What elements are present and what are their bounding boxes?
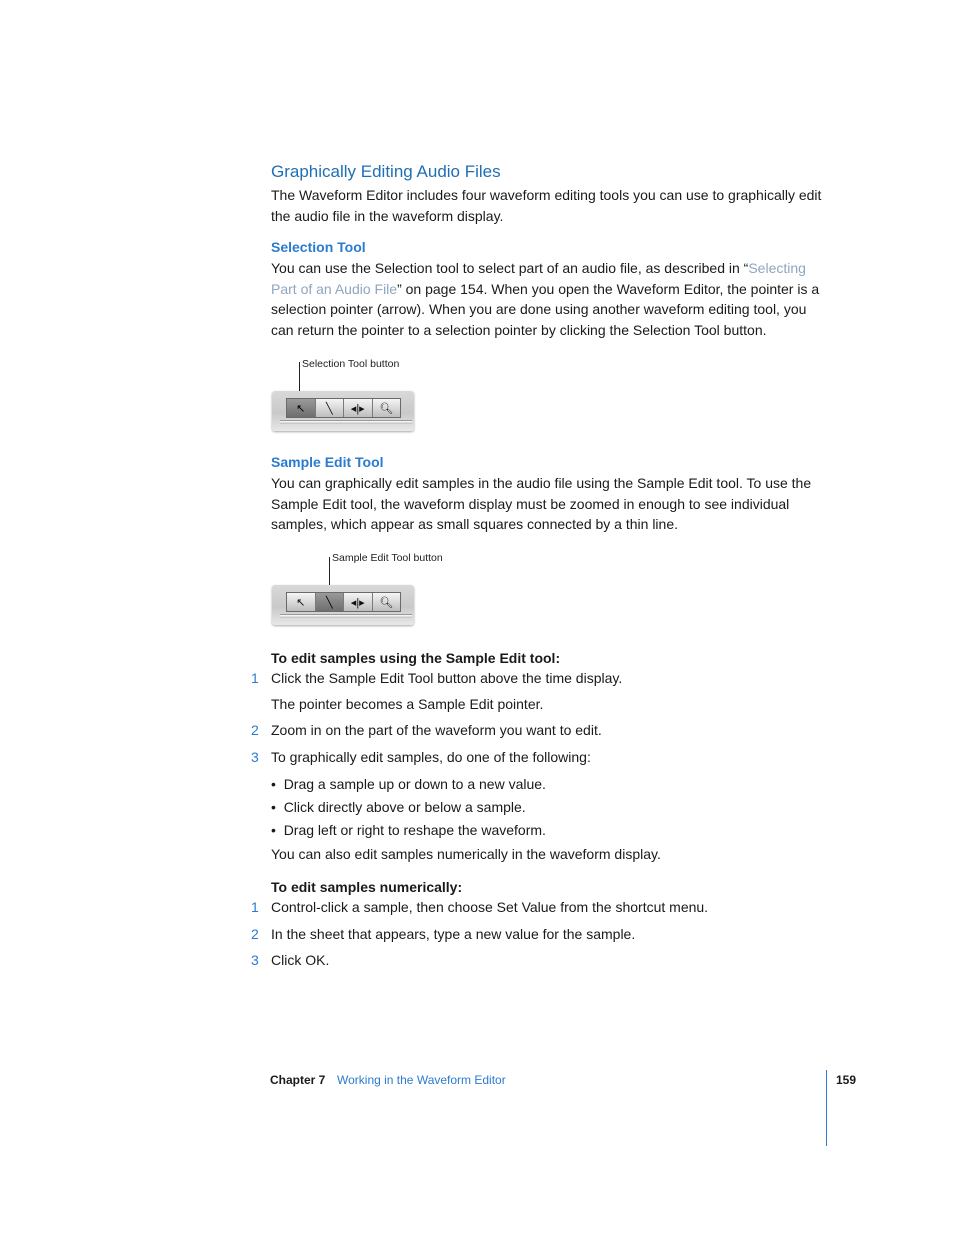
zoom-icon: 🔍︎ xyxy=(379,402,394,415)
zoom-icon: 🔍︎ xyxy=(379,596,394,609)
task1-title: To edit samples using the Sample Edit tool: xyxy=(271,650,561,666)
footer-chapter: Chapter 7 xyxy=(270,1073,326,1087)
step-number: 1 xyxy=(251,899,259,915)
selection-toolbar-image xyxy=(272,391,414,431)
trim-icon: ◂|▸ xyxy=(344,593,373,611)
step-result: The pointer becomes a Sample Edit pointer. xyxy=(271,696,544,712)
intro-paragraph: The Waveform Editor includes four waveform editing tools you can use to graphically edit the audio file in the waveform display. xyxy=(271,187,822,224)
step-text: To graphically edit samples, do one of the following: xyxy=(271,749,591,765)
step-number: 1 xyxy=(251,670,259,686)
section-heading: Graphically Editing Audio Files xyxy=(271,162,501,181)
selection-tool-heading: Selection Tool xyxy=(271,239,366,255)
pencil-icon: ╲ xyxy=(316,593,345,611)
tool-buttons xyxy=(286,592,401,612)
footer-chapter-title[interactable]: Working in the Waveform Editor xyxy=(337,1073,506,1087)
step-text: Click the Sample Edit Tool button above the time display. xyxy=(271,670,623,686)
step-number: 2 xyxy=(251,722,259,738)
sample-edit-toolbar-image xyxy=(272,585,414,625)
pencil-icon: ╲ xyxy=(316,399,345,417)
tool-buttons xyxy=(286,398,401,418)
step-number: 3 xyxy=(251,749,259,765)
sample-edit-caption: Sample Edit Tool button xyxy=(332,552,443,564)
page-number: 159 xyxy=(836,1073,857,1087)
bullet-text: Drag left or right to reshape the waveform. xyxy=(283,822,546,838)
step-text: Click OK. xyxy=(271,952,330,968)
selection-text-before: You can use the Selection tool to select part of an audio file, as described in “ xyxy=(271,260,749,276)
sample-edit-paragraph: You can graphically edit samples in the audio file using the Sample Edit tool. To use the Sample Edit tool, the waveform display must be zoomed in enough to see individual samples, which appear as small squares connected by a thin line. xyxy=(271,475,812,532)
trim-icon: ◂|▸ xyxy=(344,399,373,417)
arrow-icon: ↖ xyxy=(287,593,316,611)
bullet-item: • Drag left or right to reshape the waveform. xyxy=(271,822,546,838)
toolbar-rail xyxy=(280,420,412,424)
arrow-icon: ↖ xyxy=(287,399,316,417)
footer-divider xyxy=(826,1070,827,1146)
step-number: 2 xyxy=(251,926,259,942)
bullet-text: Click directly above or below a sample. xyxy=(283,799,526,815)
step-text: In the sheet that appears, type a new value for the sample. xyxy=(271,926,636,942)
selection-text-after: ” on page 154. When you open the Waveform Editor, the pointer is a selection pointer (arrow). When you are done using another waveform editing tool, you can return the pointer to a selection pointer by clicking the Selection Tool button. xyxy=(271,280,820,338)
step-text: Control-click a sample, then choose Set Value from the shortcut menu. xyxy=(271,899,709,915)
sample-edit-heading: Sample Edit Tool xyxy=(271,454,384,470)
selection-tool-caption: Selection Tool button xyxy=(302,358,400,370)
step-text: Zoom in on the part of the waveform you want to edit. xyxy=(271,722,602,738)
task1-note: You can also edit samples numerically in the waveform display. xyxy=(271,846,661,862)
selecting-part-link[interactable]: Selecting Part of an Audio File xyxy=(271,260,806,297)
bullet-item: • Click directly above or below a sample. xyxy=(271,799,526,815)
step-number: 3 xyxy=(251,952,259,968)
bullet-text: Drag a sample up or down to a new value. xyxy=(283,776,546,792)
task2-title: To edit samples numerically: xyxy=(271,879,463,895)
selection-tool-paragraph xyxy=(271,258,831,340)
toolbar-rail xyxy=(280,614,412,618)
bullet-item: • Drag a sample up or down to a new value. xyxy=(271,776,546,792)
